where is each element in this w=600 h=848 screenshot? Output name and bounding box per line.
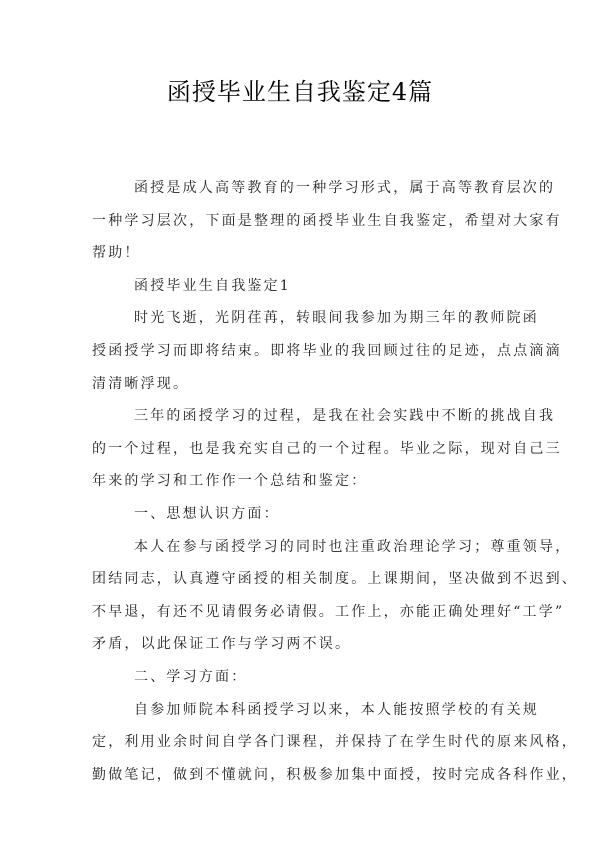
- text-line: 清清晰浮现。: [92, 375, 190, 392]
- text-line: 的一个过程，也是我充实自己的一个过程。毕业之际，现对自己三: [92, 440, 562, 457]
- text-line: 矛盾，以此保证工作与学习两不误。: [92, 636, 352, 653]
- text-line: 年来的学习和工作作一个总结和鉴定：: [92, 473, 368, 490]
- text-line: 不早退，有还不见请假务必请假。工作上，亦能正确处理好“工学”: [92, 603, 565, 620]
- text-line: 三年的函授学习的过程，是我在社会实践中不断的挑战自我: [134, 408, 556, 425]
- section-heading: 函授毕业生自我鉴定1: [134, 277, 291, 294]
- document-title: 函授毕业生自我鉴定4篇: [166, 78, 434, 106]
- text-line: 自参加师院本科函授学习以来，本人能按照学校的有关规: [134, 701, 539, 718]
- text-line: 授函授学习而即将结束。即将毕业的我回顾过往的足迹，点点滴滴: [92, 342, 562, 359]
- subsection-heading: 二、学习方面：: [134, 668, 248, 685]
- document-body: [92, 172, 578, 791]
- subsection-heading: 一、思想认识方面：: [134, 505, 280, 522]
- text-line: 团结同志，认真遵守函授的相关制度。上课期间，坚决做到不迟到、: [92, 571, 578, 588]
- text-line: 时光飞逝，光阴荏苒，转眼间我参加为期三年的教师院函: [134, 310, 539, 327]
- text-line: 定，利用业余时间自学各门课程，并保持了在学生时代的原来风格，: [92, 734, 578, 751]
- text-line: 一种学习层次，下面是整理的函授毕业生自我鉴定，希望对大家有: [92, 212, 562, 229]
- text-line: 本人在参与函授学习的同时也注重政治理论学习；尊重领导，: [134, 538, 572, 555]
- text-line: 帮助！: [92, 245, 141, 262]
- text-line: 勤做笔记，做到不懂就问，积极参加集中面授，按时完成各科作业，: [92, 766, 578, 783]
- text-line: 函授是成人高等教育的一种学习形式，属于高等教育层次的: [134, 180, 556, 196]
